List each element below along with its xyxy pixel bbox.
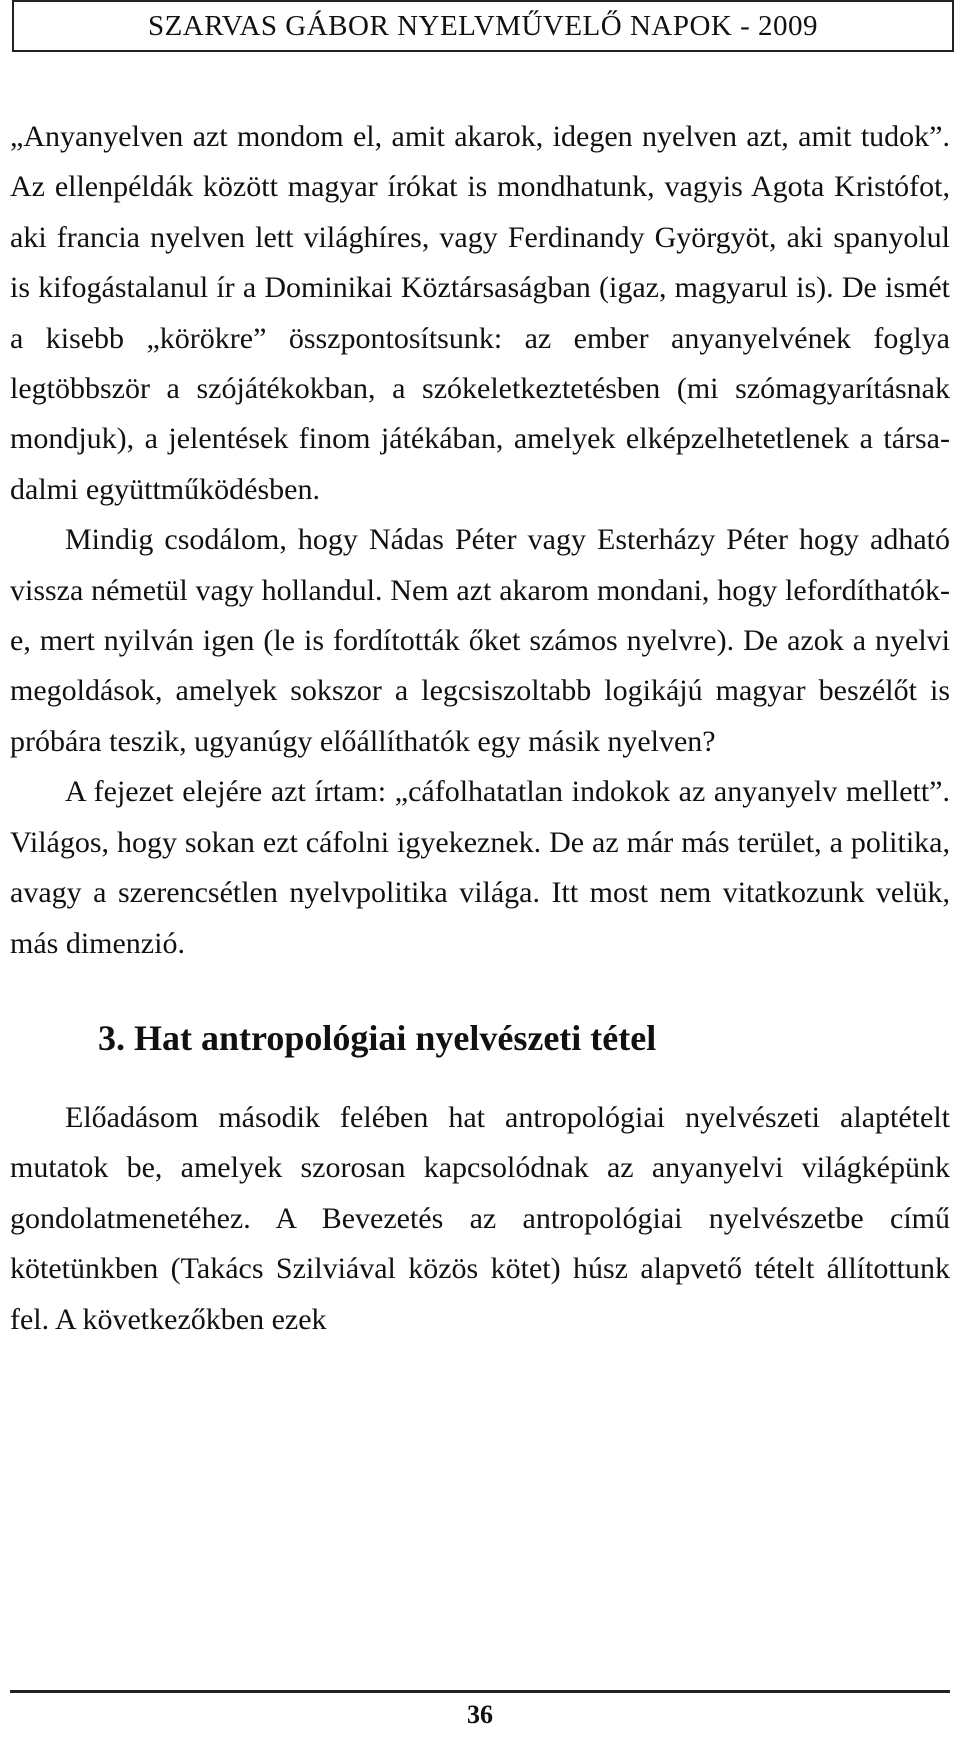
paragraph-nadas-esterhazy: Mindig csodálom, hogy Nádas Péter vagy Esterházy Péter hogy adható vissza németül vagy hollandul. Nem azt akarom mondani, hogy lefordíthatók-e, mert nyilván igen (le is fordították őket számos nyelvre). De azok a nyelvi megoldások, amelyek sokszor a legcsiszoltabb logikájú magyar beszélőt is próbára teszik, ugyanúgy előállíthatók egy másik nyelven? (10, 523, 950, 758)
paragraph-chapter-start: A fejezet elejére azt írtam: „cáfolhatatlan indokok az anyanyelv mellett”. Világos, hogy sokan ezt cáfolni igyekeznek. De az már más terület, a politika, avagy a szerencsétlen nyelvpolitika világa. Itt most nem vitatkozunk velük, más dimenzió. (10, 775, 950, 960)
page-number: 36 (467, 1700, 493, 1729)
running-header-title: SZARVAS GÁBOR NYELVMŰVELŐ NAPOK - 2009 (147, 9, 819, 42)
page-body (10, 112, 950, 1345)
section-heading: 3. Hat antropológiai nyelvészeti tétel (98, 1017, 657, 1058)
running-header (12, 0, 954, 52)
footer-divider (10, 1690, 950, 1693)
paragraph-section-intro: Előadásom második felében hat antropológiai nyelvészeti alaptételt mutatok be, amelyek szorosan kapcsolódnak az anyanyelvi világképünk gondolatmenetéhez. A Bevezetés az antropológiai nyelvészetbe című kötetünkben (Takács Szilviával közös kötet) húsz alapvető tételt állítottunk fel. A következőkben ezek (10, 1100, 950, 1336)
paragraph-quote: „Anyanyelven azt mondom el, amit akarok, idegen nyelven azt, amit tudok”. Az ellenpéldák között magyar írókat is mondhatunk, vagyis Agota Kristófot, aki francia nyelven lett világhíres, vagy Ferdinandy Györgyöt, aki spanyolul is kifogástalanul ír a Dominikai Köztársaságban (igaz, magyarul is). De ismét a kisebb „körökre” összpontosítsunk: az ember anyanyelvének foglya legtöbbször a szójátékokban, a szókeletkeztetésben (mi szómagyarításnak mondjuk), a jelentések finom játékában, amelyek elképzelhetetlenek a társadalmi együttműködésben. (10, 120, 950, 506)
